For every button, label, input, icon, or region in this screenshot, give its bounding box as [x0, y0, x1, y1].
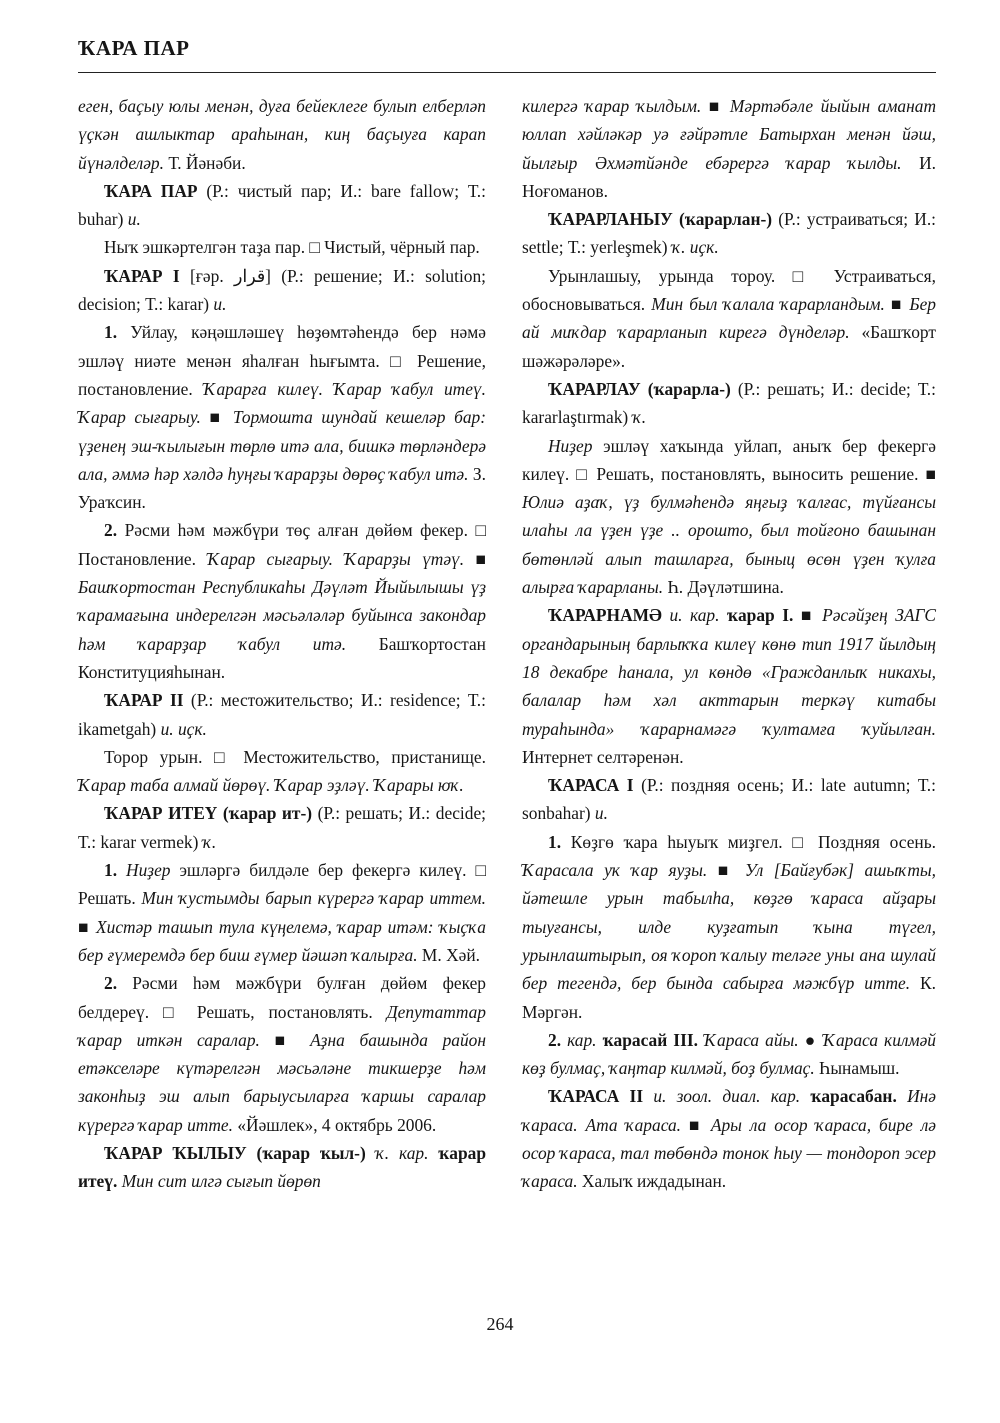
example-text: и. зоол. диал. кар. [653, 1086, 801, 1107]
definition-text: М. Хәй. [417, 944, 481, 965]
dictionary-paragraph [78, 856, 486, 969]
dictionary-paragraph [522, 205, 936, 262]
headword: 2. [548, 1029, 562, 1050]
dictionary-paragraph [522, 601, 936, 771]
right-column [522, 92, 936, 1196]
header-rule [78, 72, 936, 73]
definition-text: И. Ноғоманов. [522, 152, 936, 201]
headword: ҠАРАСА I [548, 775, 634, 796]
definition-text: (Р.: чистый пар; И.: bare fallow; Т.: buhar) [78, 180, 486, 230]
definition-text: (Р.: устраиваться; И.: settle; Т.: yerleşmek) [522, 209, 936, 258]
example-text: Депутаттар ҡарар иткән саралар. [78, 1001, 486, 1050]
definition-text: Рәсми һәм мәжбүри булған дөйөм фекер белдереү. □ Решать, постановлять. [78, 973, 486, 1022]
example-text: Хистәр ташып тула күңелемә, ҡарар итәм: ҡыҫҡа бер ғүмеремдә бер биш ғүмер йәшәп ҡалырға. [78, 916, 486, 965]
definition-text: Халыҡ иждадынан. [577, 1171, 727, 1192]
example-text: и. [127, 209, 141, 230]
example-text: и. [594, 803, 608, 824]
definition-text: Көҙгө ҡара һыуыҡ миҙгел. □ Поздняя осень. [561, 831, 936, 852]
definition-text: (Р.: местожительство; И.: residence; Т.: ikametgah) [78, 690, 486, 739]
example-text: Ары ла осор ҡараса, бире лә осор ҡараса, тал төбөндә тонок һыу — тондороп эсер ҡараса. [522, 1114, 937, 1192]
headword: 1. [104, 322, 118, 343]
definition-text: Урынлашыу, урында тороу. □ Устраиваться, обосновываться. [522, 265, 936, 315]
definition-text: З. Ураҡсин. [78, 463, 486, 513]
definition-text: Һынамыш. [814, 1058, 900, 1079]
example-text: Ҡарар таба алмай йөрөү. Ҡарар эҙләү. Ҡарары юҡ. [78, 775, 464, 796]
example-text: Мәртәбәле йыйын аманат юллап хәйләкәр уә ғәйрәтле Батырхан менән йәш, йылғыр Әхмәтйәнде ебәрергә ҡарар ҡылды. [522, 96, 937, 173]
dictionary-paragraph [78, 318, 486, 516]
definition-text: ■ [707, 860, 745, 881]
definition-text: ■ [701, 96, 730, 116]
definition-text: ■ [464, 548, 486, 569]
definition-text: «Йәшлек», 4 октябрь 2006. [232, 1114, 437, 1135]
example-text: кар. [567, 1029, 597, 1050]
definition-text [897, 1086, 907, 1106]
example-text: Ниҙер [126, 860, 171, 881]
definition-text: (Р.: поздняя осень; И.: late autumn; Т.: sonbahar) [522, 775, 936, 824]
example-text: ҡ. кар. [375, 1142, 429, 1163]
example-text: еген, баҫыу юлы менән, дуға бейеклеге булып елберләп үҫкән ашлыктар араһынан, киң баҫыуға карап йүнәлделәр. [78, 96, 486, 173]
example-text: Аҙна башында район етәкселәре күтәрелгән мәсьәләне тикшерҙе һәм законһыҙ эш алып барыусыларға ҡаршы саралар күрергә ҡарар итте. [78, 1029, 486, 1135]
dictionary-paragraph [78, 743, 486, 800]
headword: ҡарасай III. [602, 1029, 698, 1050]
dictionary-paragraph [522, 92, 936, 205]
example-text: Ниҙер [548, 435, 593, 456]
definition-text: «Башҡорт шәжәрәләре». [522, 322, 936, 371]
dictionary-paragraph [78, 799, 486, 856]
page-number: 264 [486, 1314, 514, 1334]
headword: 2. [104, 973, 118, 994]
dictionary-paragraph [522, 1082, 936, 1195]
definition-text [719, 605, 727, 625]
example-text: Мин был ҡалала ҡарарландым. [651, 294, 885, 315]
definition-text: К. Мәргән. [522, 973, 936, 1022]
definition-text: Интернет селтәренән. [522, 746, 684, 767]
definition-text [117, 860, 126, 880]
dictionary-paragraph [78, 969, 486, 1139]
headword: ҠАРАР ҠЫЛЫУ (ҡарар ҡыл-) [104, 1142, 366, 1163]
example-text: килергә ҡарар ҡылдым. [522, 96, 702, 116]
definition-text [366, 1143, 376, 1163]
dictionary-paragraph [78, 177, 486, 234]
definition-text: Башҡортостан Конституцияһынан. [78, 633, 486, 682]
definition-text: Т. Йәнәби. [163, 152, 246, 173]
dictionary-paragraph [522, 262, 936, 375]
definition-text: (Р.: решать; И.: decide; Т.: kararlaştırmak) [522, 378, 936, 428]
headword: 1. [104, 860, 118, 881]
definition-text: Торор урын. □ Местожительство, пристанище. [104, 746, 486, 767]
definition-text [428, 1143, 438, 1163]
headword: ҠАРАСА II [548, 1086, 644, 1107]
headword: ҠАРАРНАМӘ [548, 605, 662, 626]
headword: ҠАРАРЛАУ (ҡарарла-) [548, 378, 731, 399]
example-text: Ҡарар сығарыу. Ҡарарҙы үтәү. [207, 548, 465, 569]
example-text: Юлиә аҙаҡ, үҙ булмәһендә яңғыҙ ҡалғас, түйғансы илаһы ла үҙен үҙе .. орошто, был тойғоно башынан бөтөнләй алып ташларға, быныц өсөн үҙен ҡулға алырға ҡарарланы. [522, 492, 936, 598]
headword: ҡарар I. [726, 605, 794, 626]
definition-text: эшләргә билдәле бер фекергә килеү. □ Решать. [78, 860, 486, 909]
left-column [78, 92, 486, 1196]
headword: ҠАРА ПАР [104, 180, 198, 201]
dictionary-paragraph [78, 686, 486, 743]
dictionary-paragraph [522, 432, 936, 602]
headword: ҠАРАР ИТЕҮ (ҡарар ит-) [104, 803, 313, 824]
example-text: Башҡортостан Республикаһы Дәүләт Йыйылышы үҙ ҡарамағына индерелгән мәсьәләләр буйынса закондар һәм ҡарарҙар ҡабул итә. [78, 577, 486, 654]
example-text: Ҡарасала уҡ ҡар яуҙы. [522, 860, 708, 881]
dictionary-paragraph [78, 262, 486, 319]
definition-text [800, 1086, 810, 1106]
example-text: Инә ҡараса. Ата ҡараса. [522, 1086, 936, 1135]
headword: ҠАРАР I [104, 265, 180, 286]
definition-text: ■ [200, 407, 233, 428]
headword: 2. [104, 520, 118, 541]
dictionary-paragraph [78, 516, 486, 686]
example-text: Ҡараса айы. [704, 1029, 799, 1050]
example-text: ҡ. [202, 831, 217, 852]
example-text: Ул [Байғубәк] ашыҡты, йәтешле урын табылһа, көҙгө ҡараса айҙары тыуғансы, илде куҙғатып ҡына түгел, урынлаштырып, оя ҡороп ҡалыу теләге уны ана шулай бер тегендә, бер бында сабырға мәжбүр итте. [522, 860, 937, 994]
headword: ҠАРАРЛАНЫУ (ҡарарлан-) [548, 209, 773, 230]
running-head: ҠАРА ПАР [78, 36, 190, 60]
example-text: Ҡарарға килеү. Ҡарар ҡабул итеү. Ҡарар сығарыу. [78, 378, 486, 428]
definition-text: ● [798, 1029, 823, 1050]
dictionary-paragraph [78, 92, 486, 177]
dictionary-paragraph [522, 771, 936, 828]
definition-text: Ныҡ эшкәртелгән таҙа пар. □ Чистый, чёрный пар. [104, 237, 480, 258]
definition-text [643, 1086, 653, 1106]
example-text: Мин ҡустымды барып күрергә ҡарар иттем. [141, 888, 486, 909]
example-text: ҡ. [632, 407, 647, 428]
definition-text: ■ [78, 916, 96, 937]
definition-text: ■ [884, 294, 910, 315]
dictionary-paragraph [78, 1139, 486, 1196]
example-text: и. иҫк. [160, 718, 207, 739]
definition-text: (Р.: решать; И.: decide; Т.: karar vermek) [78, 803, 486, 852]
headword: 1. [548, 831, 562, 852]
example-text: Рәсәйҙең ЗАГС органдарының барлыҡҡа килеү көнө тип 1917 йылдың 18 декабре һанала, ул көндө «Гражданлыҡ никахы, балалар һәм хәл акттарын теркәү китабы тураһында» ҡарарнамәгә ҡултамға ҡуйылған. [522, 605, 936, 739]
example-text: и. кар. [669, 605, 720, 626]
definition-text: эшләү хаҡында уйлап, аныҡ бер фекергә килеү. □ Решать, постановлять, выносить решение. ■ [522, 435, 936, 484]
dictionary-paragraph [522, 828, 936, 1026]
example-text: Тормошта шундай кешеләр бар: үҙенең эш-ҡылығын төрлө итә ала, бишкә төрләндерә ала, әммә һәр хәлдә һуңғы ҡарарҙы дөрөҫ ҡабул итә. [78, 407, 486, 484]
definition-text: ■ [259, 1029, 311, 1050]
definition-text: Рәсми һәм мәжбүри төҫ алған дөйөм фекер. □ Постановление. [78, 520, 486, 569]
definition-text: ■ [793, 605, 823, 626]
dictionary-paragraph [522, 375, 936, 432]
dictionary-paragraph [78, 233, 486, 261]
definition-text: Уйлау, кәңәшләшеү һөҙөмтәһендә бер нәмә эшләү ниәте менән яһалған һығымта. □ Решение, постановление. [78, 322, 486, 399]
definition-text: Һ. Дәүләтшина. [663, 577, 784, 598]
example-text: ҡ. иҫк. [671, 237, 719, 258]
example-text: Мин сит илгә сығып йөрөп [121, 1171, 321, 1192]
example-text: Бер ай миҡдар ҡарарланып кирегә дүнделәр. [522, 294, 936, 343]
example-text: и. [213, 294, 227, 315]
dictionary-paragraph [522, 1026, 936, 1083]
example-text: Ҡараса килмәй көҙ булмаҫ, ҡаңтар килмәй, боҙ булмаҫ. [522, 1029, 936, 1079]
definition-text: ■ [681, 1114, 711, 1135]
definition-text: [ғәр. قرار] (Р.: решение; И.: solution; decision; Т.: karar) [78, 265, 487, 315]
headword: ҡарасабан. [810, 1086, 897, 1107]
headword: ҡарар итеү. [78, 1142, 486, 1192]
headword: ҠАРАР II [104, 690, 184, 711]
